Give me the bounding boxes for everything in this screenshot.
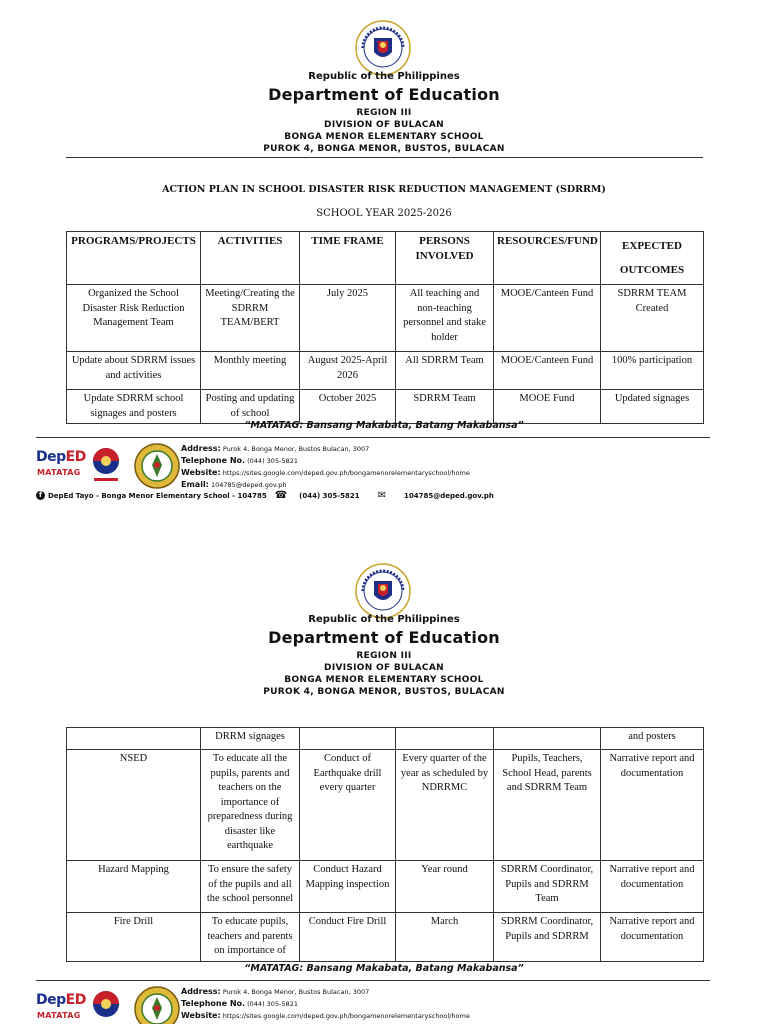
website-label: Website: [181, 1011, 221, 1020]
table-cell: Narrative report and documentation [601, 913, 704, 962]
school-heading: BONGA MENOR ELEMENTARY SCHOOL [284, 675, 484, 685]
table-cell: Updated signages [601, 390, 704, 424]
footer-address-line [181, 986, 470, 998]
table-row [67, 285, 704, 352]
motto-text: “MATATAG: Bansang Makabata, Batang Makabansa” [244, 420, 524, 431]
deped-logo-text: DepED [36, 992, 86, 1008]
deped-logo [36, 992, 86, 1024]
footer-divider [36, 980, 710, 981]
school-address-heading: PUROK 4, BONGA MENOR, BUSTOS, BULACAN [263, 144, 505, 154]
table-cell: All teaching and non-teaching personnel and stake holder [396, 285, 494, 352]
website-label: Website: [181, 468, 221, 477]
school-year: SCHOOL YEAR 2025-2026 [316, 208, 452, 219]
website-link[interactable]: https://sites.google.com/deped.gov.ph/bongamenorelementaryschool/home [222, 469, 470, 477]
deped-logo [36, 449, 86, 483]
email-icon: ✉ [377, 490, 387, 501]
action-plan-table [66, 231, 704, 424]
bagong-pilipinas-logo-icon [88, 445, 124, 485]
table-cell [396, 728, 494, 750]
table-row [67, 352, 704, 390]
table-cell: MOOE/Canteen Fund [494, 285, 601, 352]
school-heading: BONGA MENOR ELEMENTARY SCHOOL [284, 132, 484, 142]
table-cell: Monthly meeting [201, 352, 300, 390]
table-cell: Fire Drill [67, 913, 201, 962]
table-cell: Year round [396, 861, 494, 913]
table-cell: SDRRM TEAM Created [601, 285, 704, 352]
table-cell: MOOE Fund [494, 390, 601, 424]
table-header-row [67, 232, 704, 285]
footer-address-line [181, 443, 470, 455]
school-logo-icon [134, 986, 180, 1024]
table-cell [67, 728, 201, 750]
department-heading: Department of Education [268, 628, 500, 647]
table-cell: March [396, 913, 494, 962]
table-cell [300, 728, 396, 750]
table-cell: DRRM signages [201, 728, 300, 750]
action-plan-table-continued [66, 727, 704, 962]
footer-divider [36, 437, 710, 438]
email-link[interactable]: 104785@deped.gov.ph [210, 481, 287, 489]
table-cell: Hazard Mapping [67, 861, 201, 913]
telephone-value: (044) 305-5821 [247, 457, 298, 465]
footer-website-line [181, 467, 470, 479]
table-cell: and posters [601, 728, 704, 750]
table-cell: To educate all the pupils, parents and teachers on the importance of preparedness during disaster like earthquake [201, 750, 300, 861]
table-cell: SDRRM Coordinator, Pupils and SDRRM [494, 913, 601, 962]
table-cell: Conduct Fire Drill [300, 913, 396, 962]
table-cell [494, 728, 601, 750]
republic-heading: Republic of the Philippines [308, 614, 460, 625]
table-cell: July 2025 [300, 285, 396, 352]
header-divider [66, 157, 703, 158]
column-header: RESOURCES/FUND [494, 232, 601, 285]
social-phone: (044) 305-5821 [299, 491, 360, 500]
table-cell: Conduct Hazard Mapping inspection [300, 861, 396, 913]
column-header: PROGRAMS/PROJECTS [67, 232, 201, 285]
footer-contact-block [181, 986, 470, 1022]
address-value: Purok 4, Bonga Menor, Bustos Bulacan, 3007 [222, 988, 370, 996]
footer-contact-block [181, 443, 470, 491]
table-cell: October 2025 [300, 390, 396, 424]
facebook-page-link[interactable]: DepEd Tayo - Bonga Menor Elementary School - 104785 [48, 491, 267, 500]
telephone-value: (044) 305-5821 [247, 1000, 298, 1008]
table-cell: August 2025-April 2026 [300, 352, 396, 390]
deped-seal-icon [355, 563, 411, 619]
table-row [67, 913, 704, 962]
deped-seal-icon [355, 20, 411, 76]
table-cell: MOOE/Canteen Fund [494, 352, 601, 390]
column-header: ACTIVITIES [201, 232, 300, 285]
address-value: Purok 4, Bonga Menor, Bustos Bulacan, 3007 [222, 445, 370, 453]
deped-logo-text: DepED [36, 449, 86, 465]
table-cell: SDRRM Team [396, 390, 494, 424]
table-row [67, 728, 704, 750]
division-heading: DIVISION OF BULACAN [324, 120, 444, 130]
table-cell: Posting and updating of school [201, 390, 300, 424]
telephone-icon: ☎ [274, 490, 288, 501]
table-cell: Meeting/Creating the SDRRM TEAM/BERT [201, 285, 300, 352]
footer-telephone-line [181, 998, 470, 1010]
department-heading: Department of Education [268, 85, 500, 104]
division-heading: DIVISION OF BULACAN [324, 663, 444, 673]
republic-heading: Republic of the Philippines [308, 71, 460, 82]
column-header: TIME FRAME [300, 232, 396, 285]
website-link[interactable]: https://sites.google.com/deped.gov.ph/bongamenorelementaryschool/home [222, 1012, 470, 1020]
table-cell: All SDRRM Team [396, 352, 494, 390]
motto-text: “MATATAG: Bansang Makabata, Batang Makabansa” [244, 963, 524, 974]
footer-social-line [36, 490, 494, 501]
region-heading: REGION III [356, 108, 412, 118]
table-cell: To educate pupils, teachers and parents on importance of [201, 913, 300, 962]
matatag-logo-text: MATATAG [37, 1011, 81, 1020]
address-label: Address: [181, 987, 221, 996]
table-cell: To ensure the safety of the pupils and all the school personnel [201, 861, 300, 913]
bagong-pilipinas-logo-icon [88, 988, 124, 1024]
table-cell: Update SDRRM school signages and posters [67, 390, 201, 424]
school-logo-icon [134, 443, 180, 489]
social-email-link[interactable]: 104785@deped.gov.ph [404, 491, 494, 500]
matatag-logo-text: MATATAG [37, 468, 81, 477]
telephone-label: Telephone No. [181, 456, 246, 465]
facebook-icon: f [36, 491, 45, 500]
table-cell: Every quarter of the year as scheduled by NDRRMC [396, 750, 494, 861]
table-cell: Pupils, Teachers, School Head, parents and SDRRM Team [494, 750, 601, 861]
table-row [67, 861, 704, 913]
email-label: Email: [181, 480, 209, 489]
table-cell: Update about SDRRM issues and activities [67, 352, 201, 390]
table-cell: 100% participation [601, 352, 704, 390]
telephone-label: Telephone No. [181, 999, 246, 1008]
table-cell: Organized the School Disaster Risk Reduction Management Team [67, 285, 201, 352]
table-cell: SDRRM Coordinator, Pupils and SDRRM Team [494, 861, 601, 913]
address-label: Address: [181, 444, 221, 453]
table-row [67, 750, 704, 861]
table-row [67, 390, 704, 424]
column-header: EXPECTED OUTCOMES [601, 232, 704, 285]
document-title: ACTION PLAN IN SCHOOL DISASTER RISK REDUCTION MANAGEMENT (SDRRM) [162, 184, 606, 195]
footer-website-line [181, 1010, 470, 1022]
column-header: PERSONS INVOLVED [396, 232, 494, 285]
table-cell: NSED [67, 750, 201, 861]
table-cell: Conduct of Earthquake drill every quarter [300, 750, 396, 861]
table-cell: Narrative report and documentation [601, 750, 704, 861]
table-cell: Narrative report and documentation [601, 861, 704, 913]
region-heading: REGION III [356, 651, 412, 661]
school-address-heading: PUROK 4, BONGA MENOR, BUSTOS, BULACAN [263, 687, 505, 697]
footer-telephone-line [181, 455, 470, 467]
